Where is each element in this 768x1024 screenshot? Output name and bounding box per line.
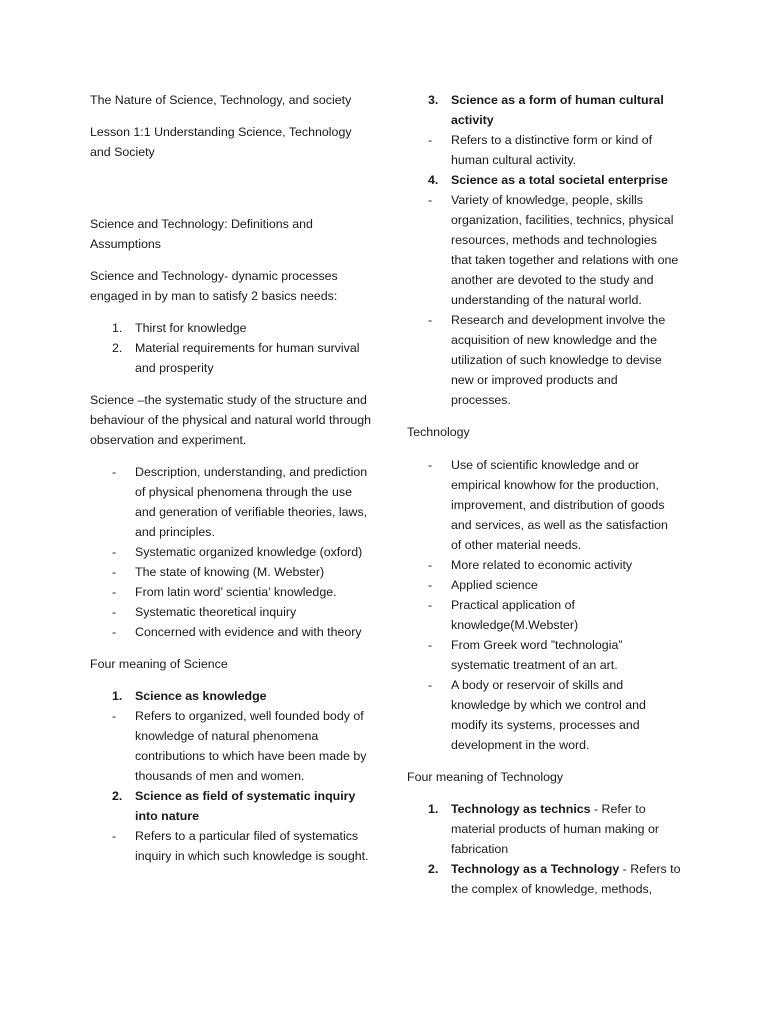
item-number: 1. xyxy=(112,689,123,703)
item-text: Concerned with evidence and with theory xyxy=(135,625,362,639)
needs-list xyxy=(90,318,372,378)
list-item xyxy=(90,622,372,642)
dash-marker: - xyxy=(112,709,117,723)
list-item xyxy=(407,190,681,310)
item-text: The state of knowing (M. Webster) xyxy=(135,565,325,579)
science-bullets xyxy=(90,462,372,642)
dash-marker: - xyxy=(428,193,433,207)
list-item xyxy=(407,130,681,170)
dash-marker: - xyxy=(428,638,433,652)
item-text: Description, understanding, and prediction of physical phenomena through the use and generation of verifiable theories, laws, and principles. xyxy=(135,465,368,539)
item-number: 1. xyxy=(428,802,439,816)
item-text: - Refer to material products of human making or fabrication xyxy=(451,802,659,856)
list-item xyxy=(90,542,372,562)
four-meanings-heading: Four meaning of Science xyxy=(90,657,228,671)
right-column xyxy=(407,90,681,899)
dash-marker: - xyxy=(428,598,433,612)
list-item xyxy=(407,170,681,190)
lesson-title: Lesson 1:1 Understanding Science, Technology and Society xyxy=(90,125,352,159)
dash-marker: - xyxy=(428,558,433,572)
dash-marker: - xyxy=(428,313,433,327)
document-title: The Nature of Science, Technology, and society xyxy=(90,93,352,107)
list-item xyxy=(407,310,681,410)
tech-meanings-list xyxy=(407,799,681,899)
item-text: Variety of knowledge, people, skills organization, facilities, technics, physical resources, methods and technologies that taken together and relations with one another are devoted to the study and understanding of the natural world. xyxy=(451,193,679,307)
item-text: Systematic organized knowledge (oxford) xyxy=(135,545,363,559)
dash-marker: - xyxy=(428,133,433,147)
item-title: Science as knowledge xyxy=(135,689,267,703)
science-meanings-list xyxy=(90,686,372,866)
item-text: From Greek word ”technologia” systematic treatment of an art. xyxy=(451,638,623,672)
item-text: From latin word’ scientia’ knowledge. xyxy=(135,585,337,599)
list-item xyxy=(407,675,681,755)
dash-marker: - xyxy=(428,458,433,472)
dash-marker: - xyxy=(112,829,117,843)
four-tech-meanings-heading: Four meaning of Technology xyxy=(407,770,564,784)
science-term: Science xyxy=(90,393,135,407)
list-item xyxy=(90,826,372,866)
list-item xyxy=(90,786,372,826)
science-def-text: –the systematic study of the structure and behaviour of the physical and natural world through observation and experiment. xyxy=(90,393,372,447)
dash-marker: - xyxy=(112,465,117,479)
item-text: Use of scientific knowledge and or empirical knowhow for the production, improvement, and distribution of goods and services, as well as the satisfaction of other material needs. xyxy=(451,458,668,552)
dash-marker: - xyxy=(112,565,117,579)
list-item xyxy=(407,90,681,130)
item-text: Refers to a distinctive form or kind of human cultural activity. xyxy=(451,133,653,167)
item-number: 2. xyxy=(112,341,123,355)
item-number: 3. xyxy=(428,93,439,107)
st-definition xyxy=(90,266,372,306)
item-number: 1. xyxy=(112,321,123,335)
list-item xyxy=(90,686,372,706)
list-item xyxy=(407,555,681,575)
dash-marker: - xyxy=(428,678,433,692)
technology-heading: Technology xyxy=(407,425,470,439)
list-item xyxy=(90,318,372,338)
list-item xyxy=(407,575,681,595)
dash-marker: - xyxy=(112,605,117,619)
definitions-heading: Science and Technology: Definitions and Assumptions xyxy=(90,217,313,251)
dash-marker: - xyxy=(428,578,433,592)
st-term: Science and Technology xyxy=(90,269,225,283)
item-title: Science as a form of human cultural activity xyxy=(451,93,664,127)
list-item xyxy=(407,799,681,859)
item-text: Applied science xyxy=(451,578,538,592)
item-text: Research and development involve the acquisition of new knowledge and the utilization of such knowledge to devise new or improved products and processes. xyxy=(451,313,666,407)
science-definition xyxy=(90,390,372,450)
dash-marker: - xyxy=(112,545,117,559)
list-item xyxy=(90,706,372,786)
item-text: Refers to a particular filed of systematics inquiry in which such knowledge is sought. xyxy=(135,829,369,863)
left-column xyxy=(90,90,372,866)
science-meanings-continued xyxy=(407,90,681,410)
list-item xyxy=(407,595,681,635)
item-title: Technology as a Technology xyxy=(451,862,620,876)
item-number: 4. xyxy=(428,173,439,187)
item-number: 2. xyxy=(112,789,123,803)
list-item xyxy=(407,859,681,899)
item-text: Systematic theoretical inquiry xyxy=(135,605,297,619)
list-item xyxy=(90,582,372,602)
item-text: - Refers to the complex of knowledge, methods, xyxy=(451,862,681,896)
list-item xyxy=(90,338,372,378)
item-text: Refers to organized, well founded body of knowledge of natural phenomena contributions to which have been made by thousands of men and women. xyxy=(135,709,367,783)
technology-bullets xyxy=(407,455,681,755)
item-text: Material requirements for human survival and prosperity xyxy=(135,341,360,375)
list-item xyxy=(90,562,372,582)
dash-marker: - xyxy=(112,585,117,599)
list-item xyxy=(407,635,681,675)
dash-marker: - xyxy=(112,625,117,639)
item-title: Technology as technics xyxy=(451,802,591,816)
item-number: 2. xyxy=(428,862,439,876)
item-text: Practical application of knowledge(M.Webster) xyxy=(451,598,579,632)
item-title: Science as a total societal enterprise xyxy=(451,173,668,187)
list-item xyxy=(90,602,372,622)
list-item xyxy=(90,462,372,542)
item-title: Science as field of systematic inquiry into nature xyxy=(135,789,356,823)
list-item xyxy=(407,455,681,555)
st-def-text: - dynamic processes engaged in by man to satisfy 2 basics needs: xyxy=(90,269,338,303)
item-text: A body or reservoir of skills and knowledge by which we control and modify its systems, processes and development in the word. xyxy=(451,678,646,752)
item-text: More related to economic activity xyxy=(451,558,633,572)
item-text: Thirst for knowledge xyxy=(135,321,247,335)
